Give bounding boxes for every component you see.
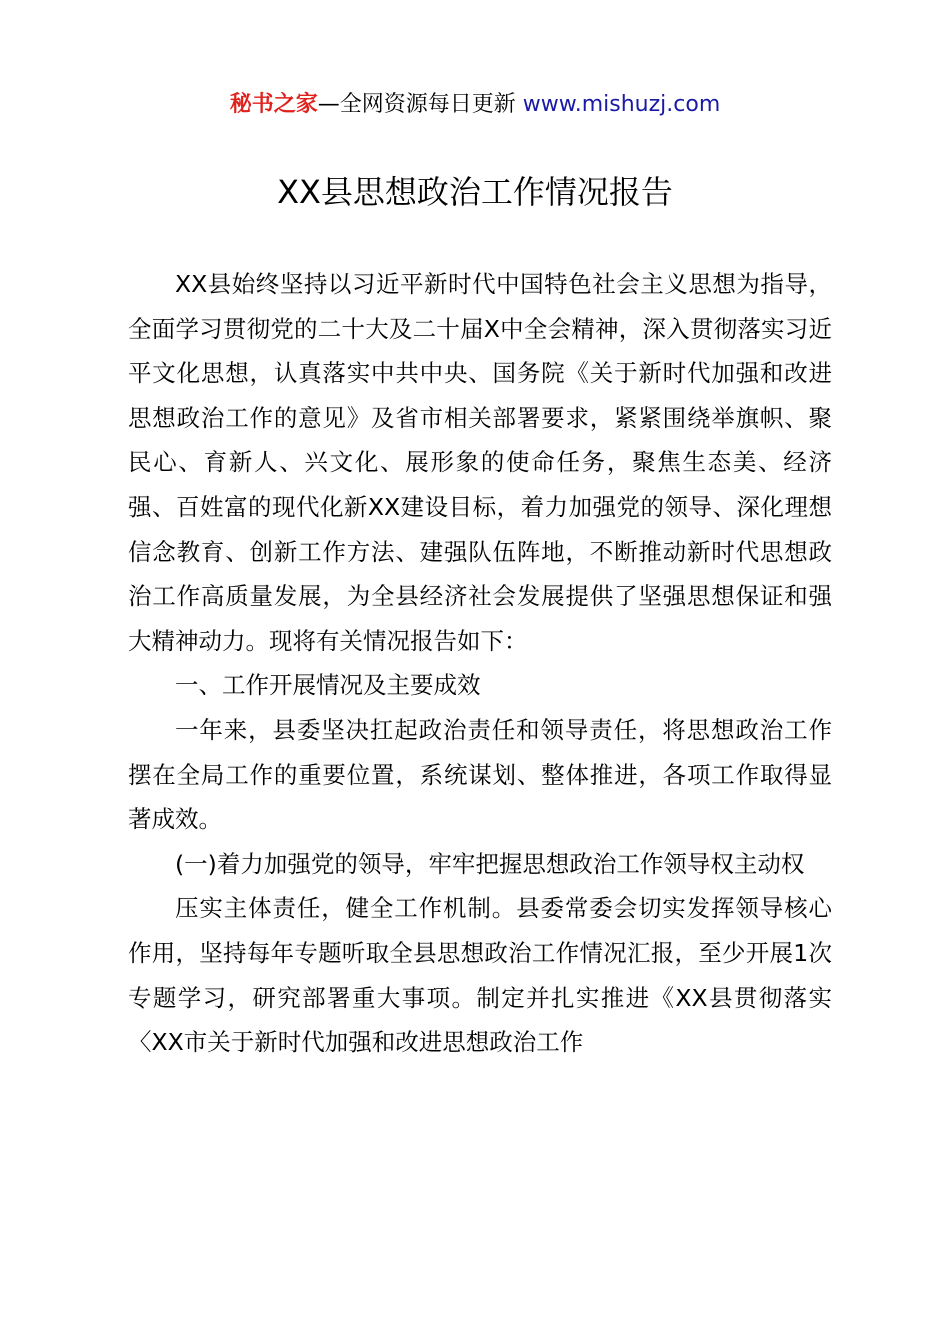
site-url: www.mishuzj.com xyxy=(522,92,721,117)
paragraph-section-1: 一年来，县委坚决扛起政治责任和领导责任，将思想政治工作摆在全局工作的重要位置，系统谋划、整体推进，各项工作取得显著成效。 xyxy=(128,715,832,834)
document-body xyxy=(128,262,832,1065)
site-header xyxy=(0,88,950,122)
subsection-heading-1: (一)着力加强党的领导，牢牢把握思想政治工作领导权主动权 xyxy=(175,849,805,878)
site-tagline: —全网资源每日更新 xyxy=(317,92,523,117)
document-title: XX县思想政治工作情况报告 xyxy=(277,173,673,211)
site-brand: 秘书之家 xyxy=(229,92,318,117)
paragraph-intro: XX县始终坚持以习近平新时代中国特色社会主义思想为指导，全面学习贯彻党的二十大及二十届X中全会精神，深入贯彻落实习近平文化思想，认真落实中共中央、国务院《关于新时代加强和改进思想政治工作的意见》及省市相关部署要求，紧紧围绕举旗帜、聚民心、育新人、兴文化、展形象的使命任务，聚焦生态美、经济强、百姓富的现代化新XX建设目标，着力加强党的领导、深化理想信念教育、创新工作方法、建强队伍阵地，不断推动新时代思想政治工作高质量发展，为全县经济社会发展提供了坚强思想保证和强大精神动力。现将有关情况报告如下： xyxy=(128,270,832,655)
section-heading-1: 一、工作开展情况及主要成效 xyxy=(175,671,481,700)
paragraph-subsection-1: 压实主体责任，健全工作机制。县委常委会切实发挥领导核心作用，坚持每年专题听取全县思想政治工作情况汇报，至少开展1次专题学习，研究部署重大事项。制定并扎实推进《XX县贯彻落实〈XX市关于新时代加强和改进思想政治工作 xyxy=(128,894,832,1057)
